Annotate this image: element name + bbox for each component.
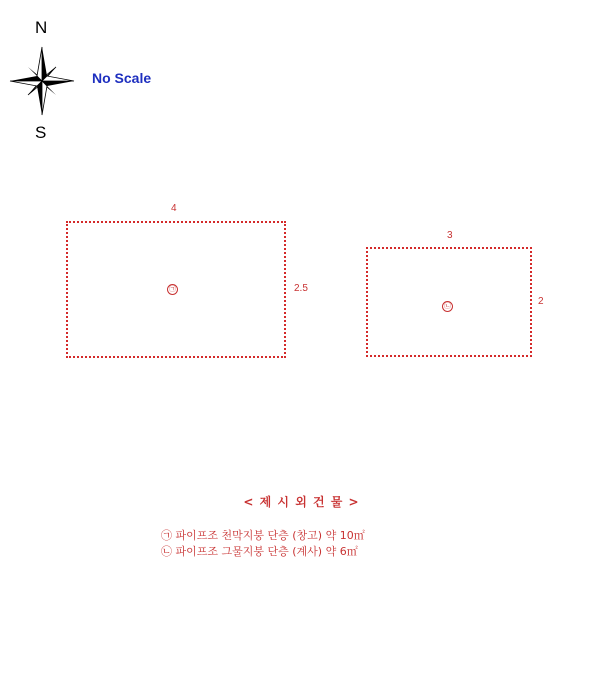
building-2-width-label: 3	[447, 230, 453, 241]
building-1-marker: ㉠	[169, 285, 176, 293]
legend-item: ㉠ 파이프조 천막지붕 단층 (창고) 약 10㎡	[161, 529, 365, 542]
legend-title: < 제 시 외 건 물 >	[243, 495, 360, 509]
compass	[8, 12, 78, 147]
building-1-height-label: 2.5	[294, 283, 308, 294]
compass-rose-icon	[8, 44, 78, 122]
legend-item: ㉡ 파이프조 그물지붕 단층 (계사) 약 6㎡	[161, 545, 358, 558]
north-label: N	[35, 18, 48, 37]
building-1-width-label: 4	[171, 203, 177, 214]
scale-note: No Scale	[92, 70, 152, 86]
building-2-marker: ㉡	[444, 302, 451, 310]
south-label: S	[35, 123, 47, 142]
building-2-height-label: 2	[538, 296, 544, 307]
